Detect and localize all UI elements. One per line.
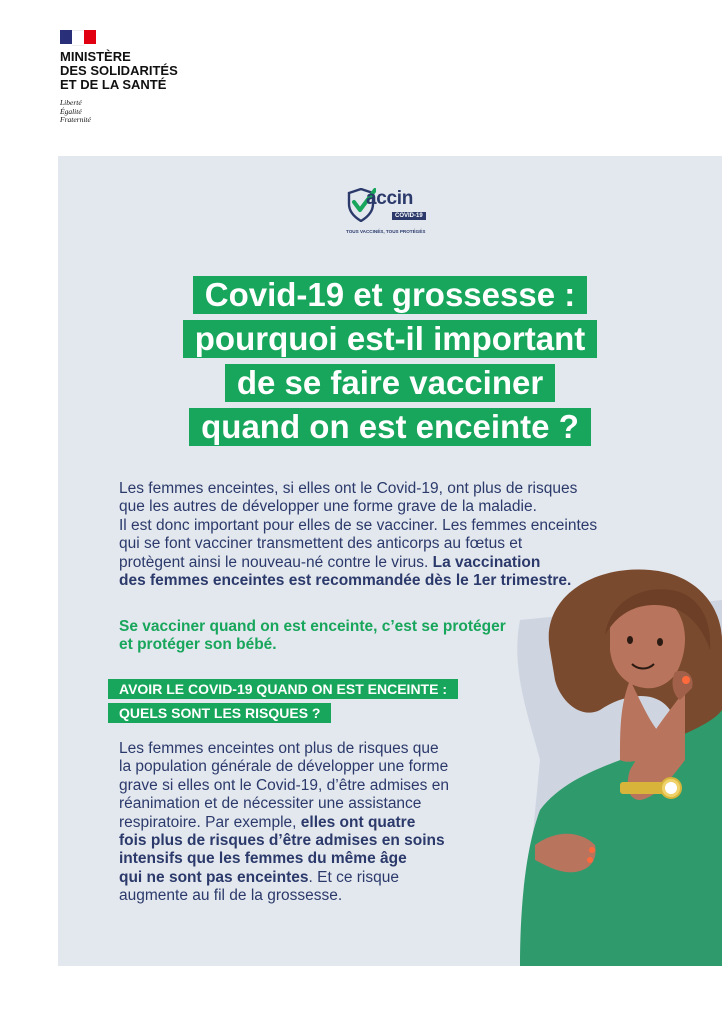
title-line: de se faire vacciner bbox=[225, 364, 555, 402]
logo-tagline: TOUS VACCINÉS, TOUS PROTÉGÉS bbox=[346, 229, 426, 234]
pregnant-woman-illustration bbox=[480, 560, 722, 966]
ministry-line: DES SOLIDARITÉS bbox=[60, 63, 178, 78]
logo-word: accin bbox=[366, 188, 414, 209]
vaccin-covid-logo bbox=[346, 188, 438, 238]
ministry-line: ET DE LA SANTÉ bbox=[60, 77, 167, 92]
title-line: quand on est enceinte ? bbox=[189, 408, 591, 446]
title-line: Covid-19 et grossesse : bbox=[193, 276, 587, 314]
text-line: Les femmes enceintes ont plus de risques que bbox=[119, 740, 439, 757]
highlight-paragraph bbox=[119, 618, 506, 655]
text-line: que les autres de développer une forme grave de la maladie. bbox=[119, 498, 537, 516]
bold-text: qui ne sont pas enceintes bbox=[119, 868, 309, 886]
marianne-flag-logo bbox=[60, 30, 96, 44]
text-line: et protéger son bébé. bbox=[119, 636, 277, 654]
text-line: Il est donc important pour elles de se vacciner. Les femmes enceintes bbox=[119, 516, 598, 534]
bold-text: elles ont quatre bbox=[300, 813, 416, 831]
text-span: respiratoire. Par exemple, bbox=[119, 813, 301, 831]
page-title bbox=[0, 276, 722, 452]
bold-text: intensifs que les femmes du même âge bbox=[119, 850, 407, 868]
motto-line: Égalité bbox=[60, 106, 82, 116]
intro-paragraph bbox=[119, 480, 597, 590]
text-line: la population générale de développer une forme bbox=[119, 758, 449, 776]
section-heading bbox=[108, 679, 458, 727]
ministry-name bbox=[60, 50, 178, 92]
bold-text: La vaccination bbox=[432, 553, 541, 571]
title-line: pourquoi est-il important bbox=[183, 320, 597, 358]
text-line bbox=[119, 554, 597, 572]
risk-paragraph bbox=[119, 740, 449, 906]
text-line: grave si elles ont le Covid-19, d’être admises en bbox=[119, 776, 449, 794]
text-line: qui se font vacciner transmettent des anticorps au fœtus et bbox=[119, 535, 523, 553]
ministry-line: MINISTÈRE bbox=[60, 49, 131, 64]
motto-line: Liberté bbox=[60, 98, 82, 107]
text-line bbox=[119, 814, 449, 832]
text-line: Se vacciner quand on est enceinte, c’est se protéger bbox=[119, 618, 506, 635]
logo-badge: COVID-19 bbox=[392, 212, 426, 220]
heading-line: AVOIR LE COVID-19 QUAND ON EST ENCEINTE : bbox=[108, 679, 458, 699]
text-line: augmente au fil de la grossesse. bbox=[119, 887, 343, 905]
text-line: réanimation et de nécessiter une assistance bbox=[119, 795, 422, 813]
heading-line: QUELS SONT LES RISQUES ? bbox=[108, 703, 331, 723]
text-span: protègent ainsi le nouveau-né contre le virus. bbox=[119, 553, 433, 571]
text-span: . Et ce risque bbox=[308, 868, 399, 886]
motto-line: Fraternité bbox=[60, 115, 91, 124]
bold-text: fois plus de risques d’être admises en soins bbox=[119, 832, 445, 850]
text-line: Les femmes enceintes, si elles ont le Covid-19, ont plus de risques bbox=[119, 480, 578, 497]
text-line bbox=[119, 869, 449, 887]
bold-text: des femmes enceintes est recommandée dès le 1er trimestre. bbox=[119, 572, 572, 590]
republic-motto bbox=[60, 99, 91, 125]
